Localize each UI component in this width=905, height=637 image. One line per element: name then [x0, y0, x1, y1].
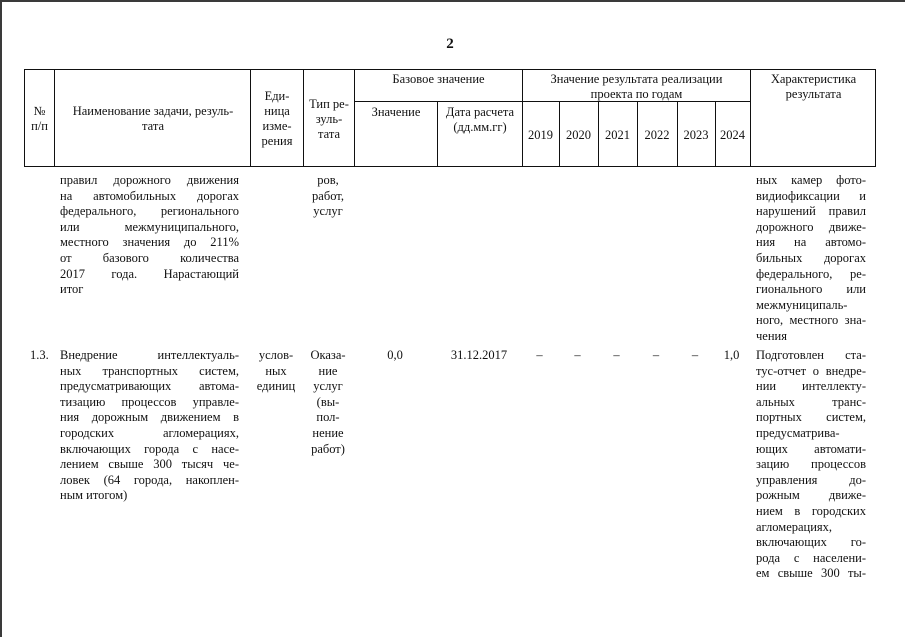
header-result-type: Тип ре- зуль- тата: [309, 97, 349, 141]
header-year-2019: 2019: [528, 128, 553, 142]
row-divider: [354, 101, 522, 102]
header-task-name: Наименование задачи, резуль- тата: [72, 104, 234, 133]
row-1-3-base-date: 31.12.2017: [450, 348, 508, 362]
header-year-2020: 2020: [566, 128, 591, 142]
header-base-value: Значение: [371, 105, 421, 119]
header-base-group: Базовое значение: [392, 72, 485, 86]
row-1-3-characteristic: Подготовлен ста- тус-отчет о внедре- нии интеллекту- альных транс- портных систем, предусматрива- ющих автомати- зацию процессов управления до- рожным движе- нием в городских агломерациях, включающих го- рода с населени- ем свыше 300 ты-: [756, 348, 866, 581]
row-1-3-year-2024: 1,0: [723, 348, 740, 362]
row-1-3-year-2021: –: [613, 348, 620, 362]
row-1-3-unit: услов- ных единиц: [256, 348, 296, 394]
row-1-3-year-2019: –: [536, 348, 543, 362]
header-years-group: Значение результата реализации проекта по годам: [550, 72, 723, 101]
header-year-2021: 2021: [605, 128, 630, 142]
row-1-3-result-type: Оказа- ние услуг (вы- пол- нение работ): [310, 348, 346, 456]
row-1-3-task-name: Внедрение интеллектуаль- ных транспортных систем, предусматривающих автома- тизацию процессов управле- ния дорожным движением в городских агломерациях, включающих города с насе- лением свыше 300 тысяч че- ловек (64 города, накоплен- ным итогом): [60, 348, 239, 503]
row-1-3-year-2022: –: [652, 348, 660, 362]
row-1-3-number: 1.3.: [30, 348, 49, 362]
header-unit: Еди- ница изме- рения: [261, 89, 293, 148]
row-1-3-base-value: 0,0: [387, 348, 403, 362]
continued-result-type: ров, работ, услуг: [312, 173, 344, 219]
row-1-3-year-2020: –: [574, 348, 581, 362]
header-year-2022: 2022: [644, 128, 670, 142]
header-num: № п/п: [31, 104, 48, 133]
header-year-2024: 2024: [720, 128, 745, 142]
row-1-3-year-2023: –: [691, 348, 699, 362]
continued-task-name: правил дорожного движения на автомобильных дорогах федерального, регионального или межмуниципального, местного значения до 211% от базового количества 2017 года. Нарастающий итог: [60, 173, 239, 297]
header-year-2023: 2023: [683, 128, 709, 142]
page-number: 2: [446, 36, 454, 52]
page-top-edge: [0, 0, 905, 2]
table-header: [24, 69, 876, 167]
page-left-edge: [0, 0, 2, 637]
continued-characteristic: ных камер фото- видиофиксации и нарушений правил дорожного движе- ния на автомо- бильных дорогах федерального, ре- гионального или межмуниципаль- ного, местного зна- чения: [756, 173, 866, 343]
header-base-date: Дата расчета (дд.мм.гг): [445, 105, 515, 134]
header-characteristic: Характеристика результата: [770, 72, 857, 101]
col-divider: [54, 70, 55, 166]
